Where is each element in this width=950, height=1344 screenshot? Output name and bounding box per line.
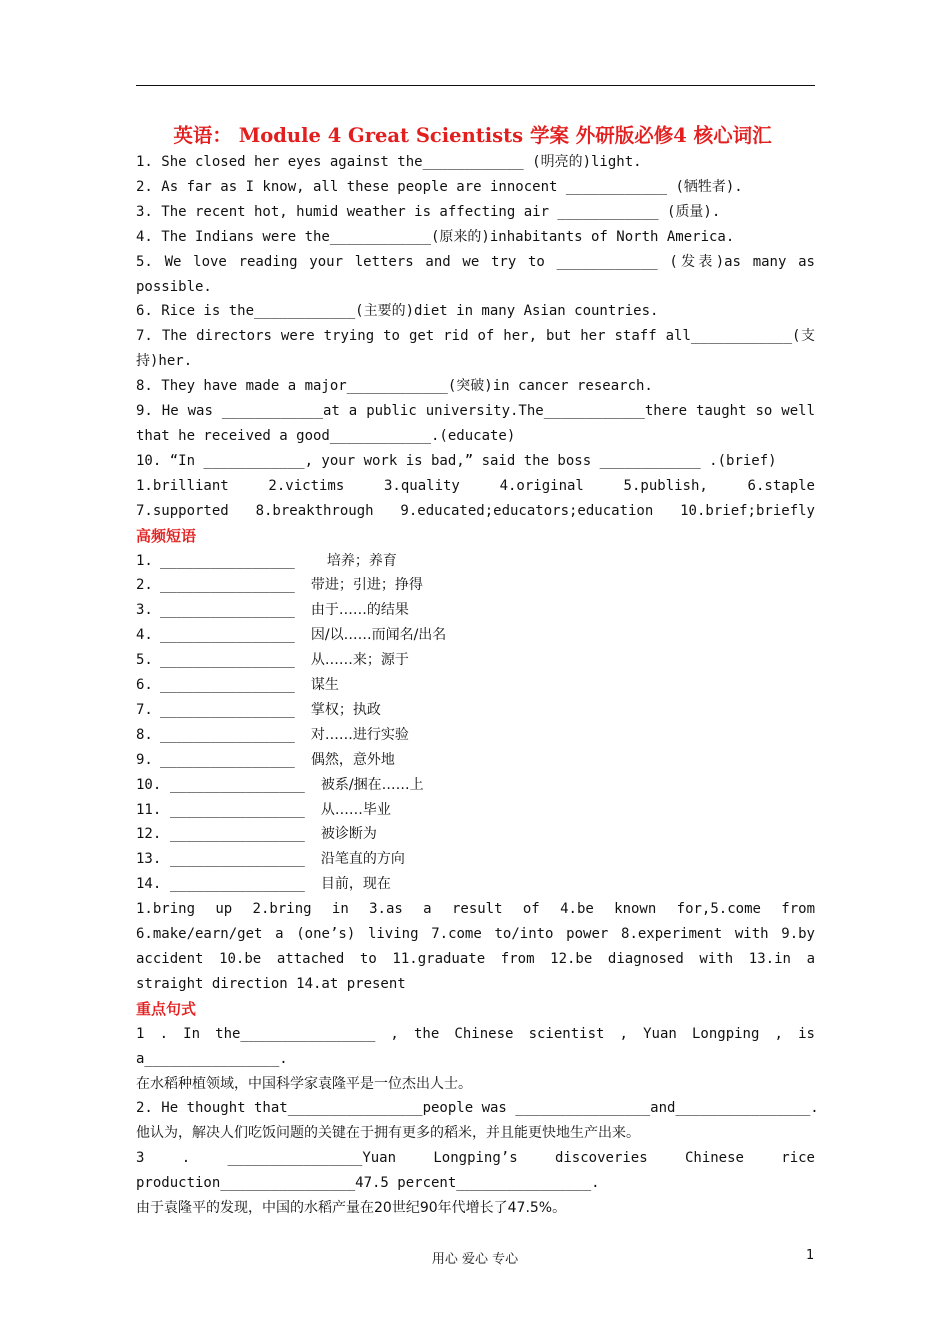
- phrase-meaning: 被系/捆在……上: [320, 776, 424, 793]
- phrase-number: 14.: [136, 876, 162, 893]
- phrases-heading: 高频短语: [136, 526, 197, 545]
- vocab-answer-line: 7.supported 8.breakthrough 9.educated;educators;education 10.brief;briefly: [136, 502, 815, 519]
- phrase-answer-line: 6.make/earn/get a (one’s) living 7.come to/into power 8.experiment with 9.by: [136, 926, 815, 943]
- phrase-blank[interactable]: ________________: [170, 851, 305, 868]
- phrase-meaning: 因/以……而闻名/出名: [310, 627, 447, 644]
- phrase-answer-line: straight direction 14.at present: [136, 975, 406, 992]
- phrase-item: [136, 623, 815, 648]
- phrase-blank[interactable]: ________________: [170, 776, 305, 793]
- phrase-answers: [136, 897, 815, 997]
- sentence-line: 1 . In the________________ , the Chinese scientist , Yuan Longping , is: [136, 1025, 815, 1042]
- vocab-line: 6. Rice is the____________(主要的)diet in many Asian countries.: [136, 303, 659, 320]
- phrase-blank[interactable]: ________________: [170, 801, 305, 818]
- phrase-meaning: 被诊断为: [320, 826, 377, 843]
- header-rule: [136, 85, 815, 86]
- sentence-line: production________________47.5 percent________________.: [136, 1175, 600, 1192]
- vocab-answer-line: 1.brilliant 2.victims 3.quality 4.original 5.publish, 6.staple: [136, 477, 815, 494]
- sentence-line: 3 . ________________Yuan Longping’s discoveries Chinese rice: [136, 1150, 815, 1167]
- vocab-section: [136, 150, 815, 524]
- phrase-blank[interactable]: ________________: [160, 602, 295, 619]
- phrase-meaning: 沿笔直的方向: [320, 851, 405, 868]
- phrase-meaning: 掌权；执政: [310, 701, 381, 718]
- vocab-line: 3. The recent hot, humid weather is affecting air ____________ (质量).: [136, 203, 721, 220]
- phrase-item: [136, 847, 815, 872]
- phrase-number: 13.: [136, 851, 162, 868]
- vocab-line: 4. The Indians were the____________(原来的)inhabitants of North America.: [136, 228, 735, 245]
- phrase-meaning: 目前，现在: [320, 876, 391, 893]
- phrase-number: 1.: [136, 552, 153, 569]
- phrase-blank[interactable]: ________________: [170, 826, 305, 843]
- phrase-item: [136, 598, 815, 623]
- phrase-number: 10.: [136, 776, 162, 793]
- sentences-section: [136, 1022, 819, 1221]
- vocab-line: 8. They have made a major____________(突破)in cancer research.: [136, 378, 653, 395]
- phrase-number: 5.: [136, 652, 153, 669]
- vocab-line: 10. “In ____________, your work is bad,” said the boss ____________ .(brief): [136, 452, 777, 469]
- phrase-blank[interactable]: ________________: [160, 677, 295, 694]
- phrase-item: [136, 698, 815, 723]
- phrase-item: [136, 673, 815, 698]
- phrase-meaning: 对……进行实验: [310, 726, 409, 743]
- phrase-item: [136, 822, 815, 847]
- vocab-line: 1. She closed her eyes against the____________ (明亮的)light.: [136, 154, 642, 170]
- page-number: 1: [806, 1248, 815, 1263]
- phrase-blank[interactable]: ________________: [160, 751, 295, 768]
- sentences-heading: 重点句式: [136, 999, 197, 1018]
- phrase-meaning: 从……毕业: [320, 801, 391, 818]
- sentence-translation: 由于袁隆平的发现，中国的水稻产量在20世纪90年代增长了47.5%。: [136, 1200, 567, 1217]
- phrase-blank[interactable]: ________________: [160, 726, 295, 743]
- phrase-item: [136, 549, 815, 574]
- phrase-number: 12.: [136, 826, 162, 843]
- phrase-item: [136, 648, 815, 673]
- phrase-meaning: 从……来；源于: [310, 652, 409, 669]
- page-title: 英语： Module 4 Great Scientists 学案 外研版必修4 核心词汇: [173, 124, 772, 147]
- phrase-blank[interactable]: ________________: [160, 627, 295, 644]
- phrase-answer-line: 1.bring up 2.bring in 3.as a result of 4.be known for,5.come from: [136, 901, 815, 918]
- sentence-line: 2. He thought that________________people was ________________and________________.: [136, 1100, 819, 1117]
- phrase-meaning: 培养；养育: [326, 552, 397, 569]
- vocab-line: that he received a good____________.(educate): [136, 427, 516, 444]
- phrase-answer-line: accident 10.be attached to 11.graduate from 12.be diagnosed with 13.in a: [136, 951, 815, 967]
- vocab-line: 持)her.: [136, 353, 193, 370]
- phrase-blank[interactable]: ________________: [170, 876, 305, 893]
- phrase-number: 3.: [136, 602, 153, 619]
- sentence-translation: 他认为，解决人们吃饭问题的关键在于拥有更多的稻米，并且能更快地生产出来。: [136, 1125, 640, 1142]
- phrase-meaning: 谋生: [310, 677, 339, 694]
- phrases-section: [136, 549, 815, 898]
- phrase-item: [136, 723, 815, 748]
- phrase-number: 4.: [136, 627, 153, 644]
- phrase-blank[interactable]: ________________: [160, 577, 295, 594]
- phrase-number: 8.: [136, 726, 153, 743]
- sentence-translation: 在水稻种植领域，中国科学家袁隆平是一位杰出人士。: [136, 1075, 472, 1092]
- phrase-number: 6.: [136, 677, 153, 694]
- vocab-line: 7. The directors were trying to get rid of her, but her staff all____________(支: [136, 328, 815, 345]
- document-body: [136, 122, 819, 1221]
- phrase-meaning: 偶然，意外地: [310, 751, 395, 768]
- phrase-meaning: 带进；引进；挣得: [310, 577, 423, 594]
- phrase-number: 11.: [136, 801, 162, 818]
- phrase-blank[interactable]: ________________: [160, 552, 295, 569]
- phrase-item: [136, 872, 815, 897]
- phrase-number: 7.: [136, 701, 153, 718]
- phrase-blank[interactable]: ________________: [160, 652, 295, 669]
- vocab-line: possible.: [136, 278, 212, 295]
- phrase-item: [136, 773, 815, 798]
- phrase-blank[interactable]: ________________: [160, 701, 295, 718]
- vocab-line: 5. We love reading your letters and we try to ____________ (发表)as many as: [136, 253, 815, 270]
- page-footer: 用心 爱心 专心: [431, 1252, 519, 1267]
- phrase-item: [136, 798, 815, 823]
- sentence-line: a________________.: [136, 1050, 288, 1067]
- phrase-meaning: 由于……的结果: [310, 602, 409, 619]
- phrase-item: [136, 573, 815, 598]
- vocab-line: 2. As far as I know, all these people are innocent ____________ (牺牲者).: [136, 178, 743, 195]
- phrase-item: [136, 748, 815, 773]
- vocab-line: 9. He was ____________at a public university.The____________there taught so well: [136, 403, 815, 420]
- phrase-number: 2.: [136, 577, 153, 594]
- phrase-number: 9.: [136, 751, 153, 768]
